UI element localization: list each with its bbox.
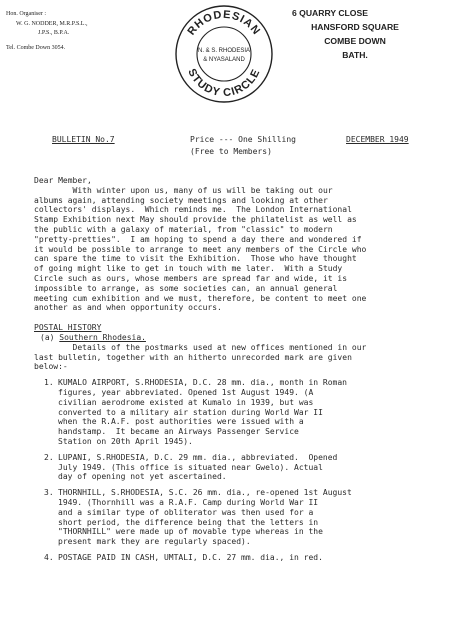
svg-text:RHODESIAN bbox=[185, 9, 262, 38]
intro-line: last bulletin, together with an hitherto unrecorded mark are given bbox=[34, 352, 352, 362]
subsection-heading bbox=[40, 333, 446, 343]
item-line: LUPANI, S.RHODESIA, D.C. 29 mm. dia., abbreviated. Opened bbox=[58, 452, 338, 462]
bulletin-price: Price --- One Shilling bbox=[190, 135, 296, 144]
address-block bbox=[292, 6, 418, 62]
item-line: present mark they are regularly spaced). bbox=[58, 537, 251, 547]
paragraph-line: impossible to arrange, as some societies can, an annual general bbox=[34, 283, 338, 293]
bulletin-free-note: (Free to Members) bbox=[190, 147, 272, 156]
organiser-telephone: Tel. Combe Down 3054. bbox=[6, 44, 66, 51]
intro-paragraph bbox=[34, 186, 446, 313]
subsection-prefix: (a) bbox=[40, 332, 60, 342]
organiser-role: Hon. Organiser : bbox=[6, 11, 47, 17]
paragraph-line: collectors' displays. Which reminds me. The London International bbox=[34, 205, 352, 215]
item-line: short period, the difference being that the letters in bbox=[58, 517, 319, 527]
paragraph-line: meeting cum exhibition and we must, therefore, be content to meet one bbox=[34, 293, 367, 303]
paragraph-line: the public with a galaxy of material, from "classic" to modern bbox=[34, 224, 333, 234]
item-line: KUMALO AIRPORT, S.RHODESIA, D.C. 28 mm. dia., month in Roman bbox=[58, 378, 347, 388]
paragraph-line: albums again, attending society meetings and looking at other bbox=[34, 195, 328, 205]
paragraph-line: can spare the time to visit the Exhibition. Those who have thought bbox=[34, 254, 357, 264]
postmark-intro bbox=[34, 343, 446, 372]
item-line: civilian aerodrome existed at Kumalo in 1939, but was bbox=[58, 397, 314, 407]
study-circle-seal bbox=[172, 2, 276, 106]
paragraph-line: it would be possible to arrange to meet any members of the Circle who bbox=[34, 244, 367, 254]
address-line-4: BATH. bbox=[342, 50, 368, 60]
item-line: day of opening not yet ascertained. bbox=[58, 472, 227, 482]
organiser-qualifications: J.P.S., B.P.A. bbox=[38, 30, 70, 36]
paragraph-line: of going might like to get in touch with me later. With a Study bbox=[34, 264, 343, 274]
item-number: 3. bbox=[44, 488, 54, 498]
postmark-item bbox=[34, 553, 446, 563]
item-line: July 1949. (This office is situated near Gwelo). Actual bbox=[58, 462, 323, 472]
item-line: POSTAGE PAID IN CASH, UMTALI, D.C. 27 mm. dia., in red. bbox=[58, 552, 323, 562]
paragraph-line: "pretty-pretties". I am hoping to spend a day there and wondered if bbox=[34, 234, 362, 244]
item-line: figures, year abbreviated. Opened 1st August 1949. (A bbox=[58, 387, 314, 397]
postmark-item bbox=[34, 488, 446, 547]
organiser-block bbox=[6, 10, 87, 53]
salutation: Dear Member, bbox=[34, 176, 92, 185]
item-line: when the R.A.F. post authorities were issued with a bbox=[58, 417, 304, 427]
intro-line: below:- bbox=[34, 362, 68, 372]
seal-inner-line-2: & NYASALAND bbox=[203, 57, 245, 63]
seal-bottom-text: STUDY CIRCLE bbox=[185, 66, 263, 100]
postmark-item bbox=[34, 453, 446, 482]
item-line: handstamp. It became an Airways Passenger Service bbox=[58, 427, 299, 437]
item-number: 4. bbox=[44, 552, 54, 562]
paragraph-line: With winter upon us, many of us will be taking out our bbox=[34, 185, 333, 195]
postmark-list bbox=[34, 378, 446, 563]
organiser-name: W. G. NODDER, M.R.P.S.L., bbox=[16, 20, 88, 27]
item-line: THORNHILL, S.RHODESIA, S.C. 26 mm. dia., re-opened 1st August bbox=[58, 488, 352, 498]
postmark-item bbox=[34, 378, 446, 447]
item-line: converted to a military air station during World War II bbox=[58, 407, 323, 417]
postal-history-heading: POSTAL HISTORY bbox=[34, 323, 102, 333]
intro-line: Details of the postmarks used at new offices mentioned in our bbox=[34, 342, 367, 352]
address-line-3: COMBE DOWN bbox=[324, 36, 386, 46]
item-line: Station on 20th April 1945). bbox=[58, 436, 193, 446]
bulletin-number: BULLETIN No.7 bbox=[52, 135, 115, 144]
item-line: "THORNHILL" were made up of movable type whereas in the bbox=[58, 527, 323, 537]
paragraph-line: another as and when opportunity occurs. bbox=[34, 303, 222, 313]
item-line: 1949. (Thornhill was a R.A.F. Camp during World War II bbox=[58, 497, 319, 507]
item-line: and a similar type of obliterator was then used for a bbox=[58, 507, 314, 517]
subsection-label: Southern Rhodesia. bbox=[59, 332, 146, 342]
item-number: 2. bbox=[44, 452, 54, 462]
bulletin-date: DECEMBER 1949 bbox=[346, 135, 409, 144]
paragraph-line: Stamp Exhibition next May should provide the philatelist as well as bbox=[34, 215, 357, 225]
address-line-2: HANSFORD SQUARE bbox=[311, 22, 399, 32]
seal-inner-line-1: N. & S. RHODESIA bbox=[197, 48, 251, 54]
letter-body bbox=[34, 176, 446, 563]
address-line-1: 6 QUARRY CLOSE bbox=[292, 8, 368, 18]
paragraph-line: Circle such as ours, whose members are spread far and wide, it is bbox=[34, 273, 348, 283]
seal-top-text: RHODESIAN bbox=[185, 8, 263, 38]
item-number: 1. bbox=[44, 378, 54, 388]
